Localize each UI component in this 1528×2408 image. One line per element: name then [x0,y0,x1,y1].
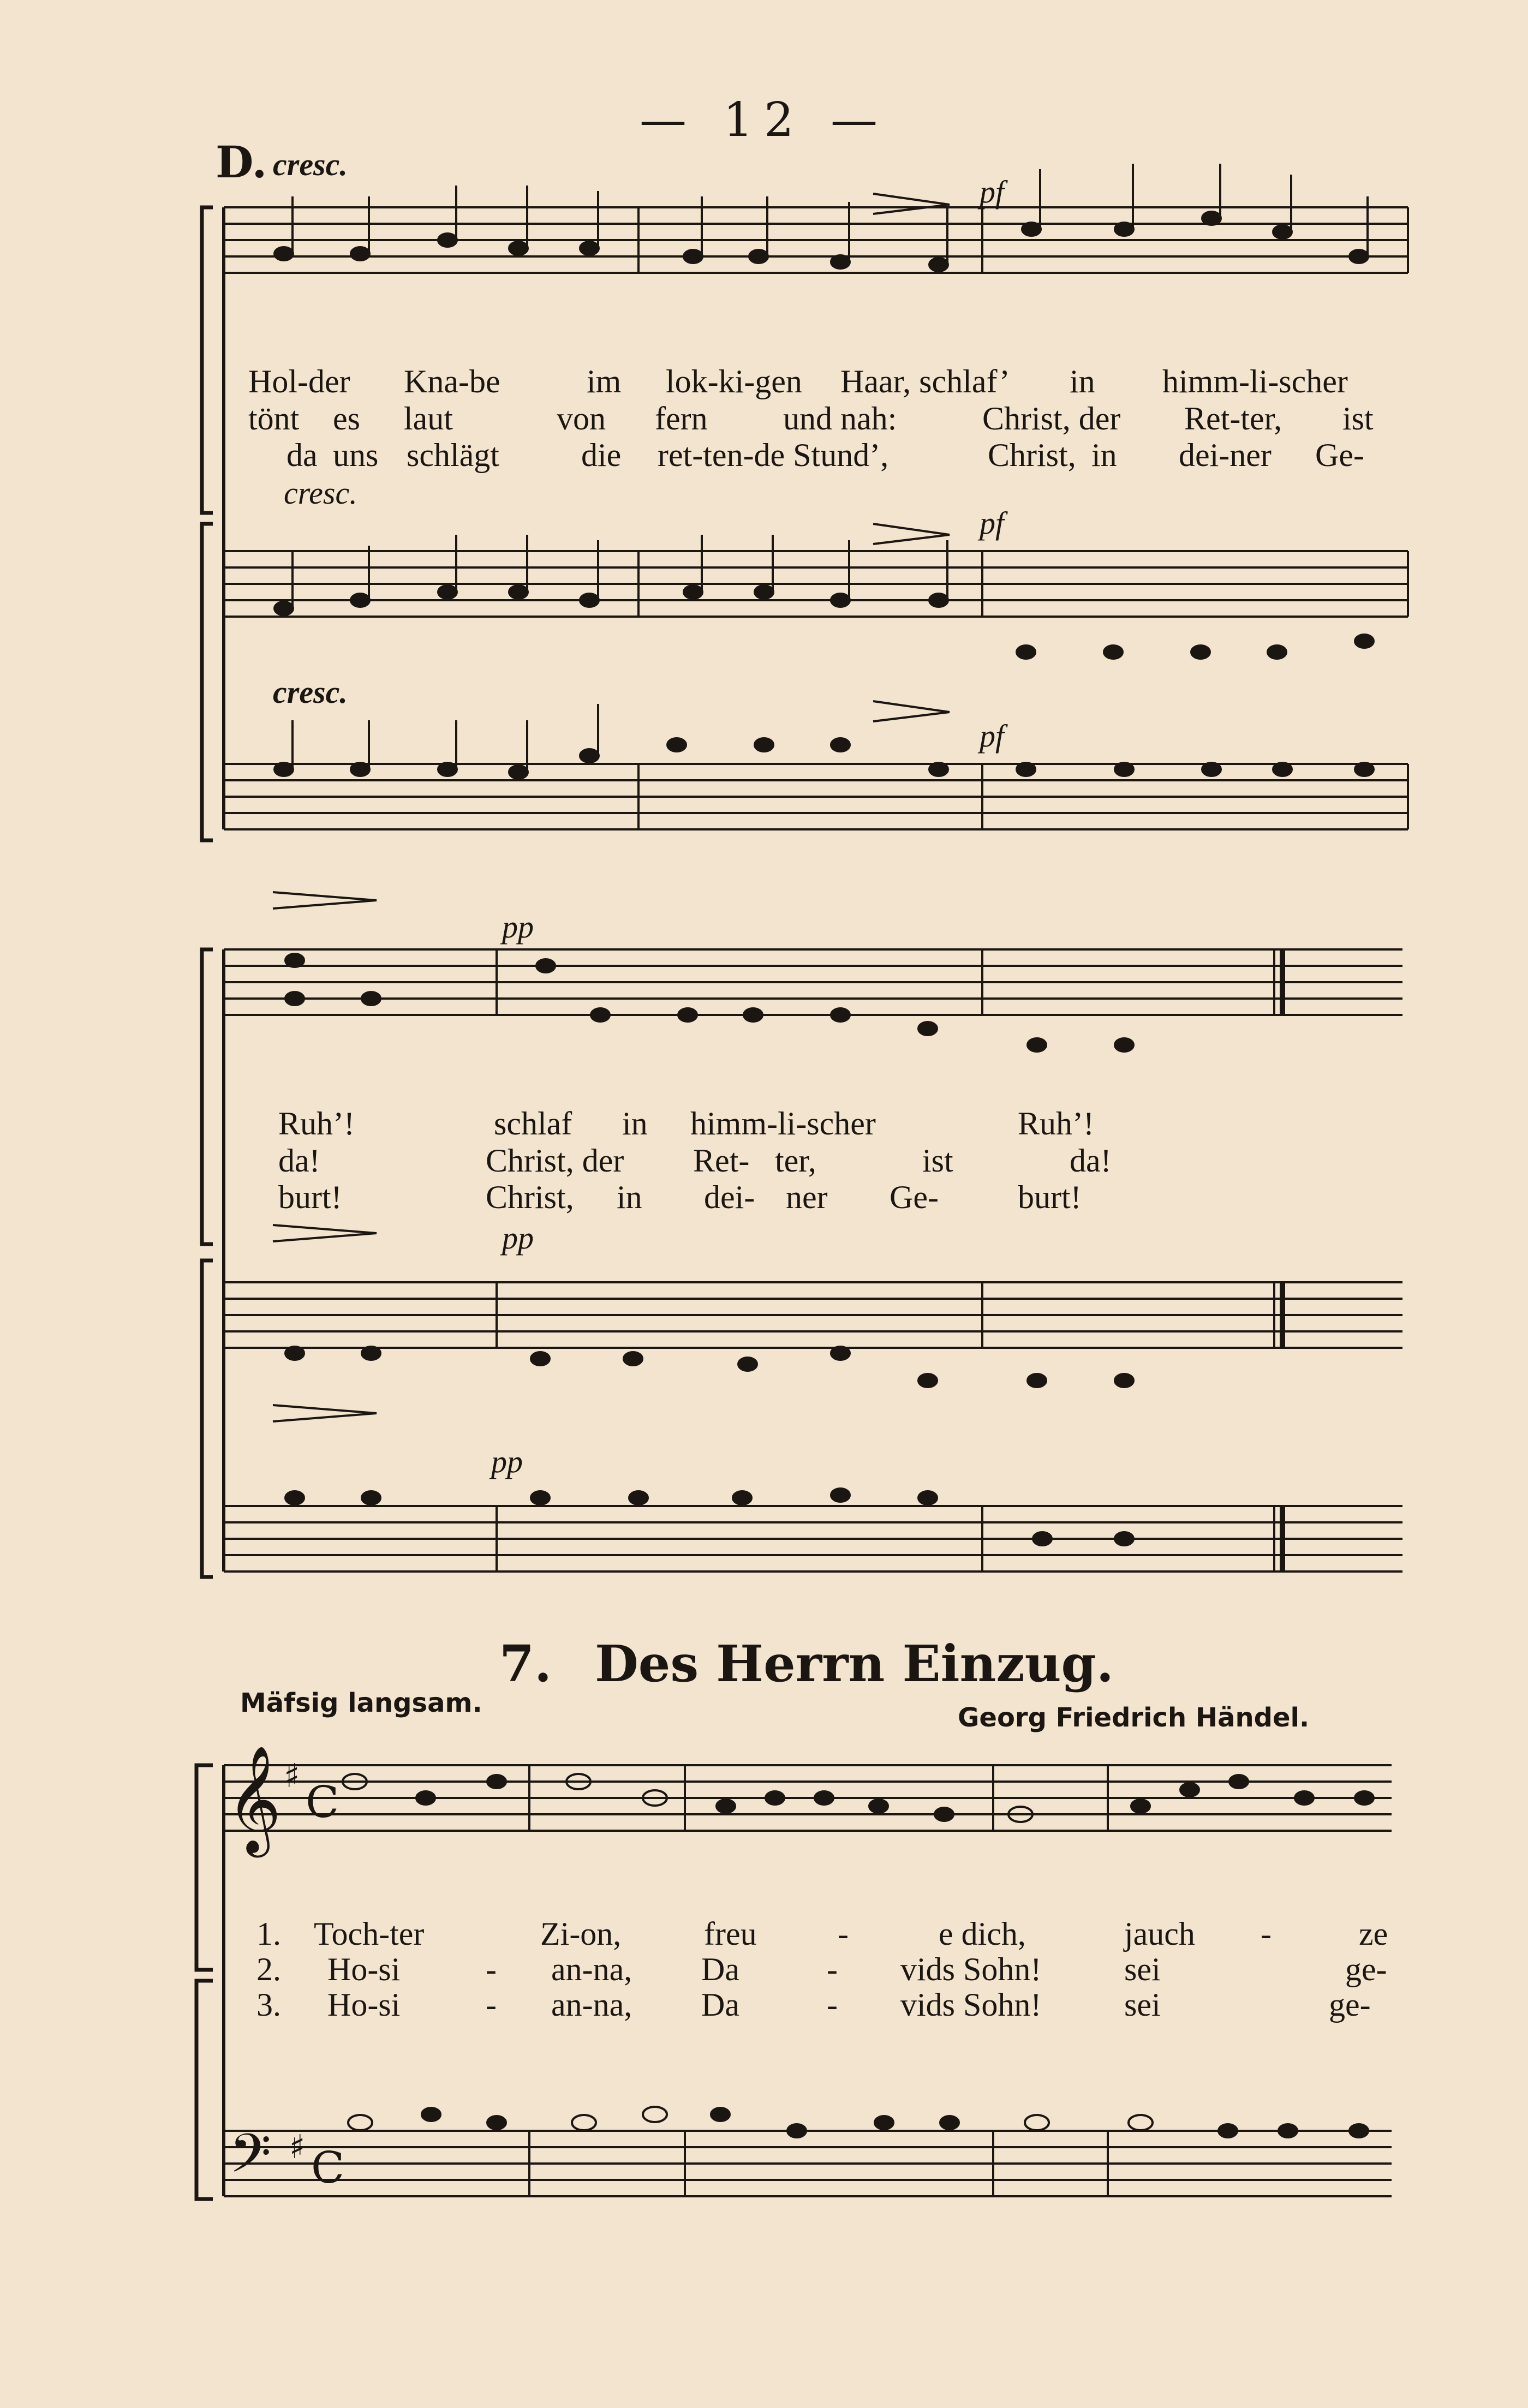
svg-text:C: C [306,1777,339,1827]
staff-1c [224,764,1408,829]
svg-text:C: C [311,2142,345,2193]
bass-clef: 𝄢 [229,2123,272,2198]
song-title: Des Herrn Einzug. [595,1634,1114,1693]
cresc-marking-top: cresc. [273,147,348,182]
cresc-marking-1b: cresc. [284,475,357,511]
staff-3b [224,2131,1392,2196]
cresc-marking-1c: cresc. [273,674,348,710]
treble-clef: 𝄞 [226,1745,282,1853]
composer: Georg Friedrich Händel. [958,1702,1310,1733]
staff-3a [224,1765,1392,1831]
pf-marking-1b: pf [980,505,1005,541]
song-number: 7. [499,1634,552,1693]
pp-marking-2b: pp [502,1220,534,1256]
svg-text:♯: ♯ [284,1757,300,1795]
staff-1a [224,207,1408,273]
section-marker: D. [216,136,267,188]
pp-marking-2a: pp [502,909,534,945]
staff-2c [224,1506,1402,1572]
svg-text:♯: ♯ [289,2128,306,2166]
staff-1b [224,551,1408,617]
pf-marking-1c: pf [980,718,1005,754]
staff-2b [224,1282,1402,1348]
pp-marking-2c: pp [491,1444,523,1479]
page-number: — 12 — [639,93,889,147]
pf-marking-1a: pf [980,174,1005,210]
tempo-marking: Mäfsig langsam. [240,1688,482,1718]
staff-2a [224,949,1402,1015]
